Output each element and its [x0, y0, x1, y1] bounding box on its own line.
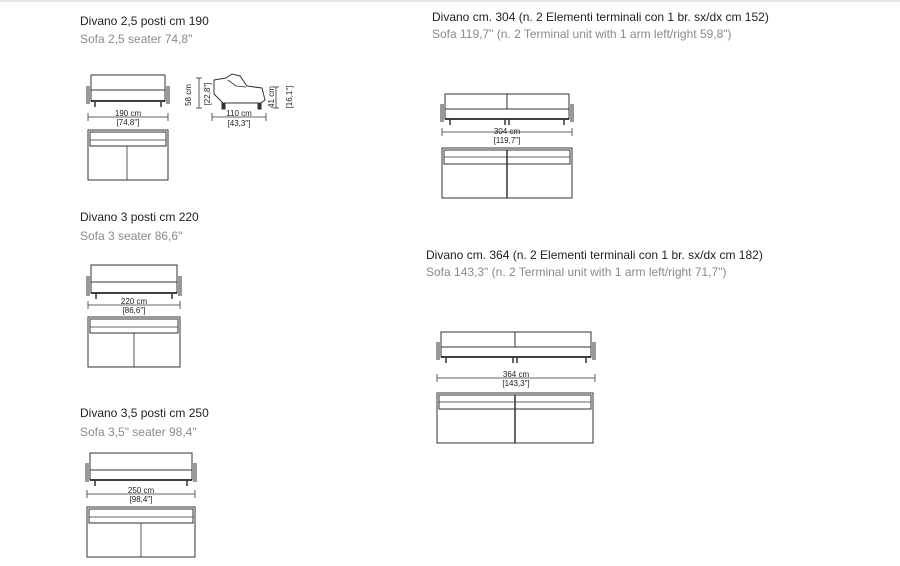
sofa-364-front-view	[437, 332, 595, 363]
sofa-220-dim-cm: 220 cm	[120, 297, 148, 306]
sofa-250-top-view	[87, 507, 195, 557]
sofa-250-front-view	[86, 453, 196, 486]
sofa-190-top-view	[88, 130, 168, 180]
sofa-220-top-view	[88, 317, 180, 367]
sofa-side-view	[214, 74, 265, 109]
sofa-250-subtitle: Sofa 3,5" seater 98,4"	[80, 425, 197, 439]
sofa-364-dim-in: [143,3"]	[502, 379, 530, 388]
sofa-220-front-view	[87, 265, 181, 299]
sofa-250-dim-cm: 250 cm	[127, 486, 155, 495]
sofa-250-title: Divano 3,5 posti cm 250	[80, 406, 209, 420]
side-view-height-dim	[196, 78, 202, 108]
side-seat-cm: 41 cm	[267, 86, 276, 108]
sofa-220-title: Divano 3 posti cm 220	[80, 210, 199, 224]
sofa-304-dim-in: [119,7"]	[493, 136, 521, 145]
side-height-cm: 58 cm	[184, 84, 193, 106]
sofa-250-dim-in: [98,4"]	[129, 495, 153, 504]
sofa-220-subtitle: Sofa 3 seater 86,6"	[80, 229, 183, 243]
sofa-190-front-view	[87, 75, 169, 107]
side-seat-in: [16,1"]	[285, 85, 294, 109]
side-depth-cm: 110 cm	[226, 109, 252, 118]
sofa-190-dim-cm: 190 cm	[114, 109, 142, 118]
sofa-364-dim-cm: 364 cm	[502, 370, 530, 379]
sofa-190-title: Divano 2,5 posti cm 190	[80, 14, 209, 28]
sofa-304-title: Divano cm. 304 (n. 2 Elementi terminali con 1 br. sx/dx cm 152)	[432, 10, 769, 24]
sofa-304-top-view	[442, 148, 572, 198]
sofa-304-front-view	[441, 94, 573, 125]
sofa-364-title: Divano cm. 364 (n. 2 Elementi terminali con 1 br. sx/dx cm 182)	[426, 248, 763, 262]
sofa-220-dim-in: [86,6"]	[122, 306, 146, 315]
sofa-190-dim-in: [74,8"]	[116, 118, 140, 127]
sofa-364-top-view	[437, 393, 593, 443]
sofa-304-subtitle: Sofa 119,7" (n. 2 Terminal unit with 1 arm left/right 59,8")	[432, 27, 732, 41]
sofa-364-subtitle: Sofa 143,3" (n. 2 Terminal unit with 1 arm left/right 71,7")	[426, 265, 727, 279]
side-depth-in: [43,3"]	[227, 119, 251, 128]
sofa-190-subtitle: Sofa 2,5 seater 74,8"	[80, 32, 193, 46]
side-height-in: [22,8"]	[203, 82, 212, 106]
sofa-304-dim-cm: 304 cm	[493, 127, 521, 136]
